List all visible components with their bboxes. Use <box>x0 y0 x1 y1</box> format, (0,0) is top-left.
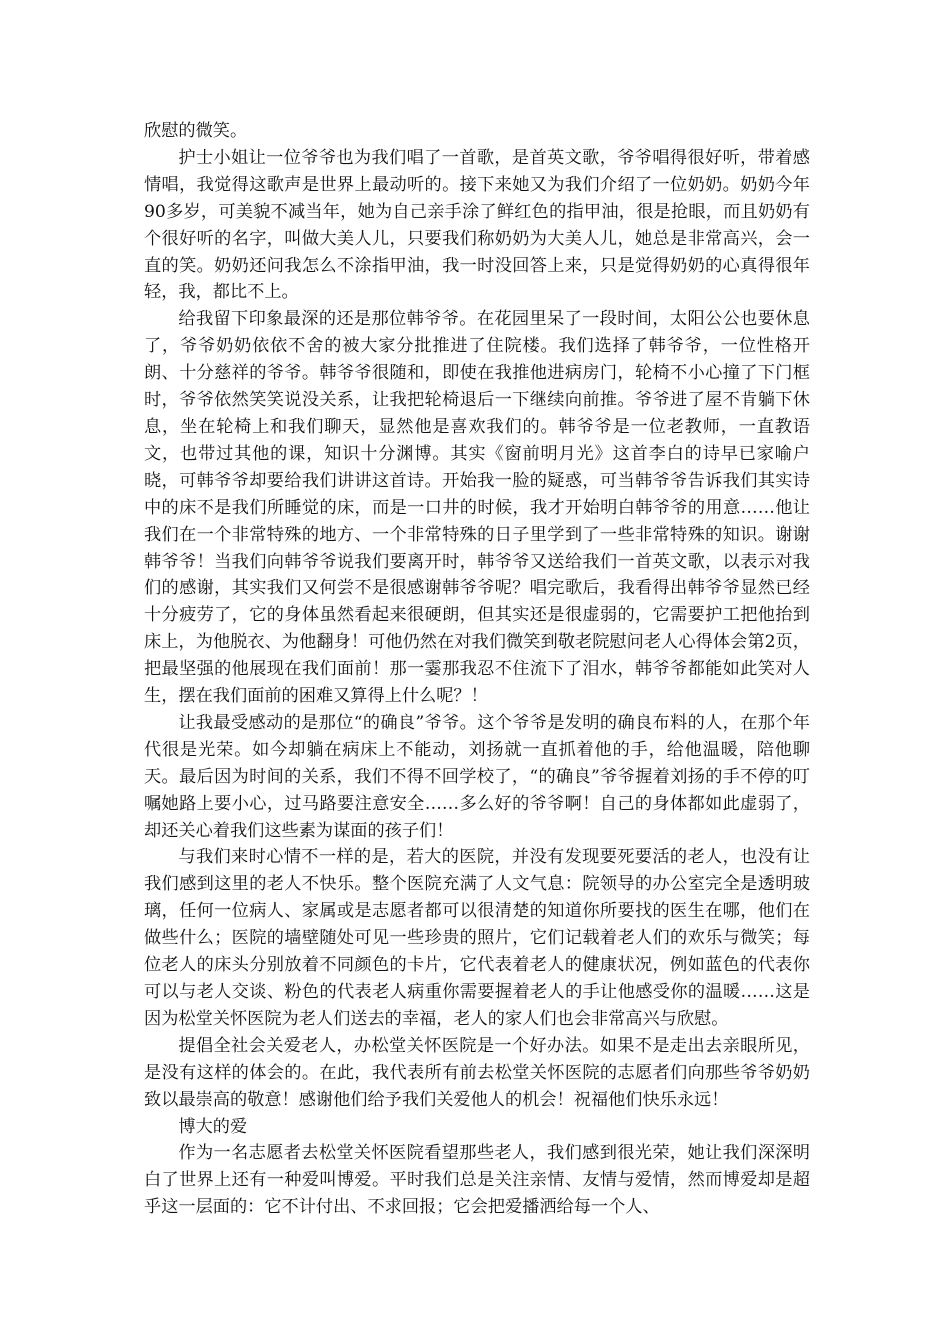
paragraph-hospital: 与我们来时心情不一样的是，若大的医院，并没有发现要死要活的老人，也没有让我们感到这里的老人不快乐。整个医院充满了人文气息：院领导的办公室完全是透明玻璃，任何一位病人、家属或是志愿者都可以很清楚的知道你所要找的医生在哪，他们在做些什么；医院的墙壁随处可见一些珍贵的照片，它们记载着老人们的欢乐与微笑；每位老人的床头分别放着不同颜色的卡片，它代表着老人的健康状况，例如蓝色的代表你可以与老人交谈、粉色的代表老人病重你需要握着老人的手让他感受你的温暖……这是因为松堂关怀医院为老人们送去的幸福，老人的家人们也会非常高兴与欣慰。 <box>144 847 810 1029</box>
paragraph-dacron-grandpa: 让我最受感动的是那位“的确良”爷爷。这个爷爷是发明的确良布料的人，在那个年代很是光荣。如今却躺在病床上不能动，刘扬就一直抓着他的手，给他温暖，陪他聊天。最后因为时间的关系，我们不得不回学校了，“的确良”爷爷握着刘扬的手不停的叮嘱她路上要小心，过马路要注意安全……多么好的爷爷啊！自己的身体都如此虚弱了，却还关心着我们这些素为谋面的孩子们！ <box>144 712 810 841</box>
paragraph-english-song: 护士小姐让一位爷爷也为我们唱了一首歌，是首英文歌，爷爷唱得很好听，带着感情唱，我觉得这歌声是世界上最动听的。接下来她又为我们介绍了一位奶奶。奶奶今年90多岁，可美貌不减当年，她为自己亲手涂了鲜红色的指甲油，很是抢眼，而且奶奶有个很好听的名字，叫做大美人儿，只要我们称奶奶为大美人儿，她总是非常高兴，会一直的笑。奶奶还问我怎么不涂指甲油，我一时没回答上来，只是觉得奶奶的心真得很年轻，我，都比不上。 <box>144 147 810 303</box>
paragraph-continuation: 欣慰的微笑。 <box>144 121 248 141</box>
section-heading: 博大的爱 <box>178 1116 248 1137</box>
paragraph-conclusion: 提倡全社会关爱老人，办松堂关怀医院是一个好办法。如果不是走出去亲眼所见，是没有这样的体会的。在此，我代表所有前去松堂关怀医院的志愿者们向那些爷爷奶奶致以最崇高的敬意！感谢他们给予我们关爱他人的机会！祝福他们快乐永远！ <box>144 1035 810 1110</box>
document-body <box>144 118 810 1221</box>
paragraph-universal-love: 作为一名志愿者去松堂关怀医院看望那些老人，我们感到很光荣，她让我们深深明白了世界上还有一种爱叫博爱。平时我们总是关注亲情、友情与爱情，然而博爱却是超乎这一层面的：它不计付出、不求回报；它会把爱播洒给每一个人、 <box>144 1143 810 1218</box>
paragraph-grandpa-han: 给我留下印象最深的还是那位韩爷爷。在花园里呆了一段时间，太阳公公也要休息了，爷爷奶奶依依不舍的被大家分批推进了住院楼。我们选择了韩爷爷，一位性格开朗、十分慈祥的爷爷。韩爷爷很随和，即使在我推他进病房门，轮椅不小心撞了下门框时，爷爷依然笑笑说没关系，让我把轮椅退后一下继续向前推。爷爷进了屋不肯躺下休息，坐在轮椅上和我们聊天，显然他是喜欢我们的。韩爷爷是一位老教师，一直教语文，也带过其他的课，知识十分渊博。其实《窗前明月光》这首李白的诗早已家喻户晓，可韩爷爷却要给我们讲讲这首诗。开始我一脸的疑惑，可当韩爷爷告诉我们其实诗中的床不是我们所睡觉的床，而是一口井的时候，我才开始明白韩爷爷的用意……他让我们在一个非常特殊的地方、一个非常特殊的日子里学到了一些非常特殊的知识。谢谢韩爷爷！当我们向韩爷爷说我们要离开时，韩爷爷又送给我们一首英文歌，以表示对我们的感谢，其实我们又何尝不是很感谢韩爷爷呢？唱完歌后，我看得出韩爷爷显然已经十分疲劳了，它的身体虽然看起来很硬朗，但其实还是很虚弱的，它需要护工把他抬到床上，为他脱衣、为他翻身！可他仍然在对我们微笑到敬老院慰问老人心得体会第2页，把最坚强的他展现在我们面前！那一霎那我忍不住流下了泪水，韩爷爷都能如此笑对人生，摆在我们面前的困难又算得上什么呢？！ <box>144 309 810 707</box>
